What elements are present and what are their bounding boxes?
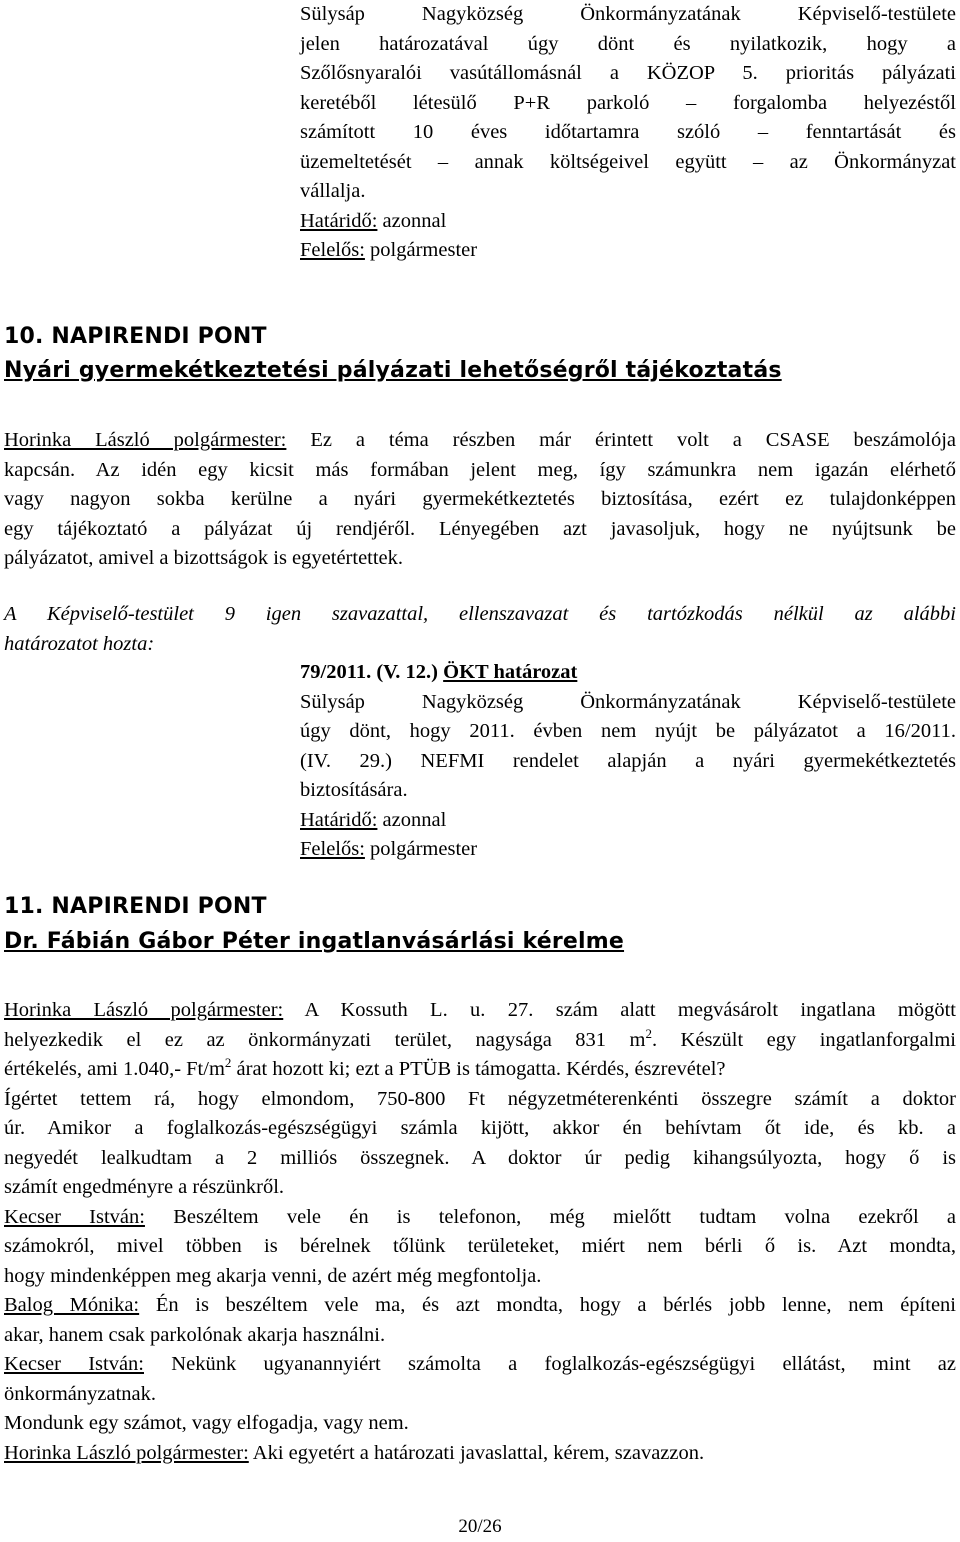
resolution-line: számított 10 éves időtartamra szóló – fenntartását és bbox=[300, 121, 956, 143]
discussion-line: hogy mindenképpen meg akarja venni, de azért még megfontolja. bbox=[4, 1264, 542, 1287]
resolution-line: jelen határozatával úgy dönt és nyilatkozik, hogy a bbox=[300, 32, 956, 55]
resolution-number: 79/2011. (V. 12.) ÖKT határozat bbox=[300, 661, 578, 683]
responsible-label: Felelős: bbox=[300, 239, 365, 261]
speaker-name: Kecser István: bbox=[4, 1205, 145, 1228]
discussion-line: akar, hanem csak parkolónak akarja használni. bbox=[4, 1323, 386, 1346]
agenda-item-10-title-text: Nyári gyermekétkeztetési pályázati lehetőségről tájékoztatás bbox=[4, 358, 782, 383]
discussion-line: úr. Amikor a foglalkozás-egészségügyi számla kijött, akkor én behívtam őt ide, és kb. a bbox=[4, 1117, 956, 1139]
deadline-value: azonnal bbox=[382, 209, 447, 232]
responsible-label: Felelős: bbox=[300, 838, 365, 860]
vote-line: határozatot hozta: bbox=[4, 632, 155, 655]
discussion-line: Horinka László polgármester: Ez a téma részben már érintett volt a CSASE beszámolója bbox=[4, 429, 957, 451]
discussion-line: helyezkedik el ez az önkormányzati terület, nagysága 831 $m^2$. Készült egy ingatlanforgalmi bbox=[4, 1025, 956, 1051]
discussion-line: számít engedményre a részünkről. bbox=[4, 1176, 285, 1198]
resolution-line: vállalja. bbox=[300, 180, 366, 202]
item11-discussion bbox=[4, 996, 956, 1468]
discussion-line: vagy nagyon sokba kerülne a nyári gyermekétkeztetés biztosítása, ezért ez tulajdonképpen bbox=[4, 488, 956, 510]
agenda-item-11-title bbox=[4, 925, 956, 959]
discussion-line: Balog Mónika: Én is beszéltem vele ma, és azt mondta, hogy a bérlés jobb lenne, nem építeni bbox=[4, 1294, 956, 1316]
discussion-line: Horinka László polgármester: A Kossuth L. u. 27. szám alatt megvásárolt ingatlana mögött bbox=[4, 999, 956, 1021]
discussion-line: Horinka László polgármester: Aki egyetért a határozati javaslattal, kérem, szavazzon. bbox=[4, 1441, 705, 1464]
discussion-line: Kecser István: Beszéltem vele én is telefonon, még mielőtt tudtam volna ezekről a bbox=[4, 1205, 957, 1228]
discussion-line: egy tájékoztató a pályázat új rendjéről. Lényegében azt javasoljuk, hogy ne nyújtsunk be bbox=[4, 517, 956, 540]
discussion-line: Kecser István: Nekünk ugyanannyiért számolta a foglalkozás-egészségügyi ellátást, mint az bbox=[4, 1353, 957, 1375]
discussion-line: Mondunk egy számot, vagy elfogadja, vagy nem. bbox=[4, 1412, 409, 1434]
resolution-line: úgy dönt, hogy 2011. évben nem nyújt be pályázatot a 16/2011. bbox=[300, 720, 956, 742]
vote-statement bbox=[4, 600, 956, 659]
deadline-label: Határidő: bbox=[300, 808, 378, 831]
page-number: 20/26 bbox=[458, 1516, 502, 1537]
resolution-line: biztosítására. bbox=[300, 779, 408, 801]
speaker-name: Horinka László polgármester: bbox=[4, 999, 284, 1021]
speaker-name: Horinka László polgármester: bbox=[4, 1441, 249, 1464]
deadline-value: azonnal bbox=[382, 808, 447, 831]
discussion-line: pályázatot, amivel a bizottságok is egyetértettek. bbox=[4, 547, 404, 569]
vote-line: A Képviselő-testület 9 igen szavazattal, ellenszavazat és tartózkodás nélkül az alábbi bbox=[4, 603, 956, 625]
responsible-value: polgármester bbox=[370, 838, 478, 860]
resolution-line: Szőlősnyaralói vasútállomásnál a KÖZOP 5. prioritás pályázati bbox=[300, 62, 956, 84]
resolution-line: Sülysáp Nagyközség Önkormányzatának Képviselő-testülete bbox=[300, 690, 956, 713]
discussion-line: számokról, mivel többen is bérelnek tőlünk területeket, miért nem bérli ő is. Azt mondta, bbox=[4, 1235, 956, 1257]
responsible-line bbox=[300, 835, 956, 865]
agenda-item-10-title bbox=[4, 354, 956, 388]
speaker-name: Horinka László polgármester: bbox=[4, 429, 287, 451]
discussion-line: kapcsán. Az idén egy kicsit más formában jelent meg, így számunkra nem igazán elérhető bbox=[4, 458, 956, 481]
deadline-line bbox=[300, 207, 956, 237]
agenda-item-11-title-text: Dr. Fábián Gábor Péter ingatlanvásárlási kérelme bbox=[4, 929, 625, 954]
resolution-line: keretéből létesülő P+R parkoló – forgalomba helyezéstől bbox=[300, 91, 956, 114]
agenda-item-10-number: 10. NAPIRENDI PONT bbox=[4, 324, 267, 349]
discussion-line: Ígértet tettem rá, hogy elmondom, 750-800 Ft négyzetméterenkénti összegre számít a doktor bbox=[4, 1087, 956, 1110]
agenda-item-11-number: 11. NAPIRENDI PONT bbox=[4, 894, 267, 919]
responsible-line bbox=[300, 236, 956, 266]
item10-discussion bbox=[4, 426, 956, 574]
resolution-line: Sülysáp Nagyközség Önkormányzatának Képviselő-testülete bbox=[300, 3, 956, 25]
resolution-line: üzemeltetését – annak költségeivel együtt – az Önkormányzat bbox=[300, 150, 956, 173]
discussion-line: önkormányzatnak. bbox=[4, 1382, 156, 1405]
resolution-79 bbox=[300, 658, 956, 865]
responsible-value: polgármester bbox=[370, 239, 478, 261]
deadline-label: Határidő: bbox=[300, 209, 378, 232]
discussion-line: negyedét lealkudtam a 2 milliós összegnek. A doktor úr pedig kihangsúlyozta, hogy ő is bbox=[4, 1146, 956, 1169]
speaker-name: Kecser István: bbox=[4, 1353, 144, 1375]
speaker-name: Balog Mónika: bbox=[4, 1294, 140, 1316]
discussion-line: értékelés, ami 1.040,- $Ft/m^2$ árat hozott ki; ezt a PTÜB is támogatta. Kérdés, észrevétel? bbox=[4, 1055, 726, 1080]
resolution-top bbox=[300, 0, 956, 266]
deadline-line bbox=[300, 806, 956, 836]
resolution-line: (IV. 29.) NEFMI rendelet alapján a nyári gyermekétkeztetés bbox=[300, 749, 956, 772]
